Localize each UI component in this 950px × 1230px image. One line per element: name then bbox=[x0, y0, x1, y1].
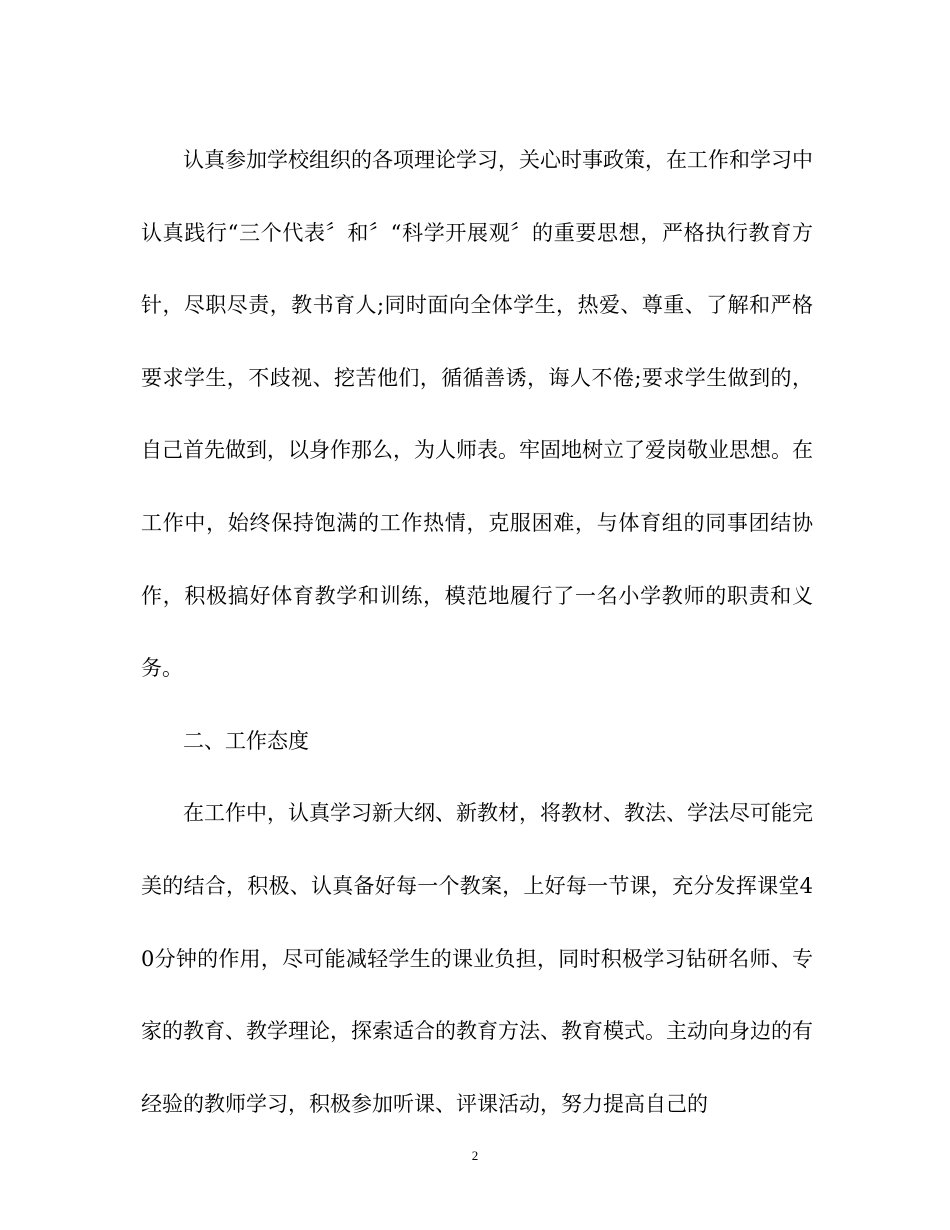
document-body bbox=[141, 124, 813, 1140]
page-number: 2 bbox=[471, 1148, 479, 1163]
paragraph-political-study: 认真参加学校组织的各项理论学习，关心时事政策，在工作和学习中认真践行“三个代表〞和〞“科学开展观〞的重要思想，严格执行教育方针，尽职尽责，教书育人;同时面向全体学生，热爱、尊重、了解和严格要求学生，不歧视、挖苦他们，循循善诱，诲人不倦;要求学生做到的，自己首先做到，以身作那么，为人师表。牢固地树立了爱岗敬业思想。在工作中，始终保持饱满的工作热情，克服困难，与体育组的同事团结协作，积极搞好体育教学和训练，模范地履行了一名小学教师的职责和义务。 bbox=[141, 148, 813, 681]
section-heading-work-attitude: 二、工作态度 bbox=[183, 728, 309, 753]
paragraph-work-attitude: 在工作中，认真学习新大纲、新教材，将教材、教法、学法尽可能完美的结合，积极、认真备好每一个教案，上好每一节课，充分发挥课堂40分钟的作用，尽可能减轻学生的课业负担，同时积极学习钻研名师、专家的教育、教学理论，探索适合的教育方法、教育模式。主动向身边的有经验的教师学习，积极参加听课、评课活动，努力提高自己的 bbox=[141, 801, 813, 1116]
